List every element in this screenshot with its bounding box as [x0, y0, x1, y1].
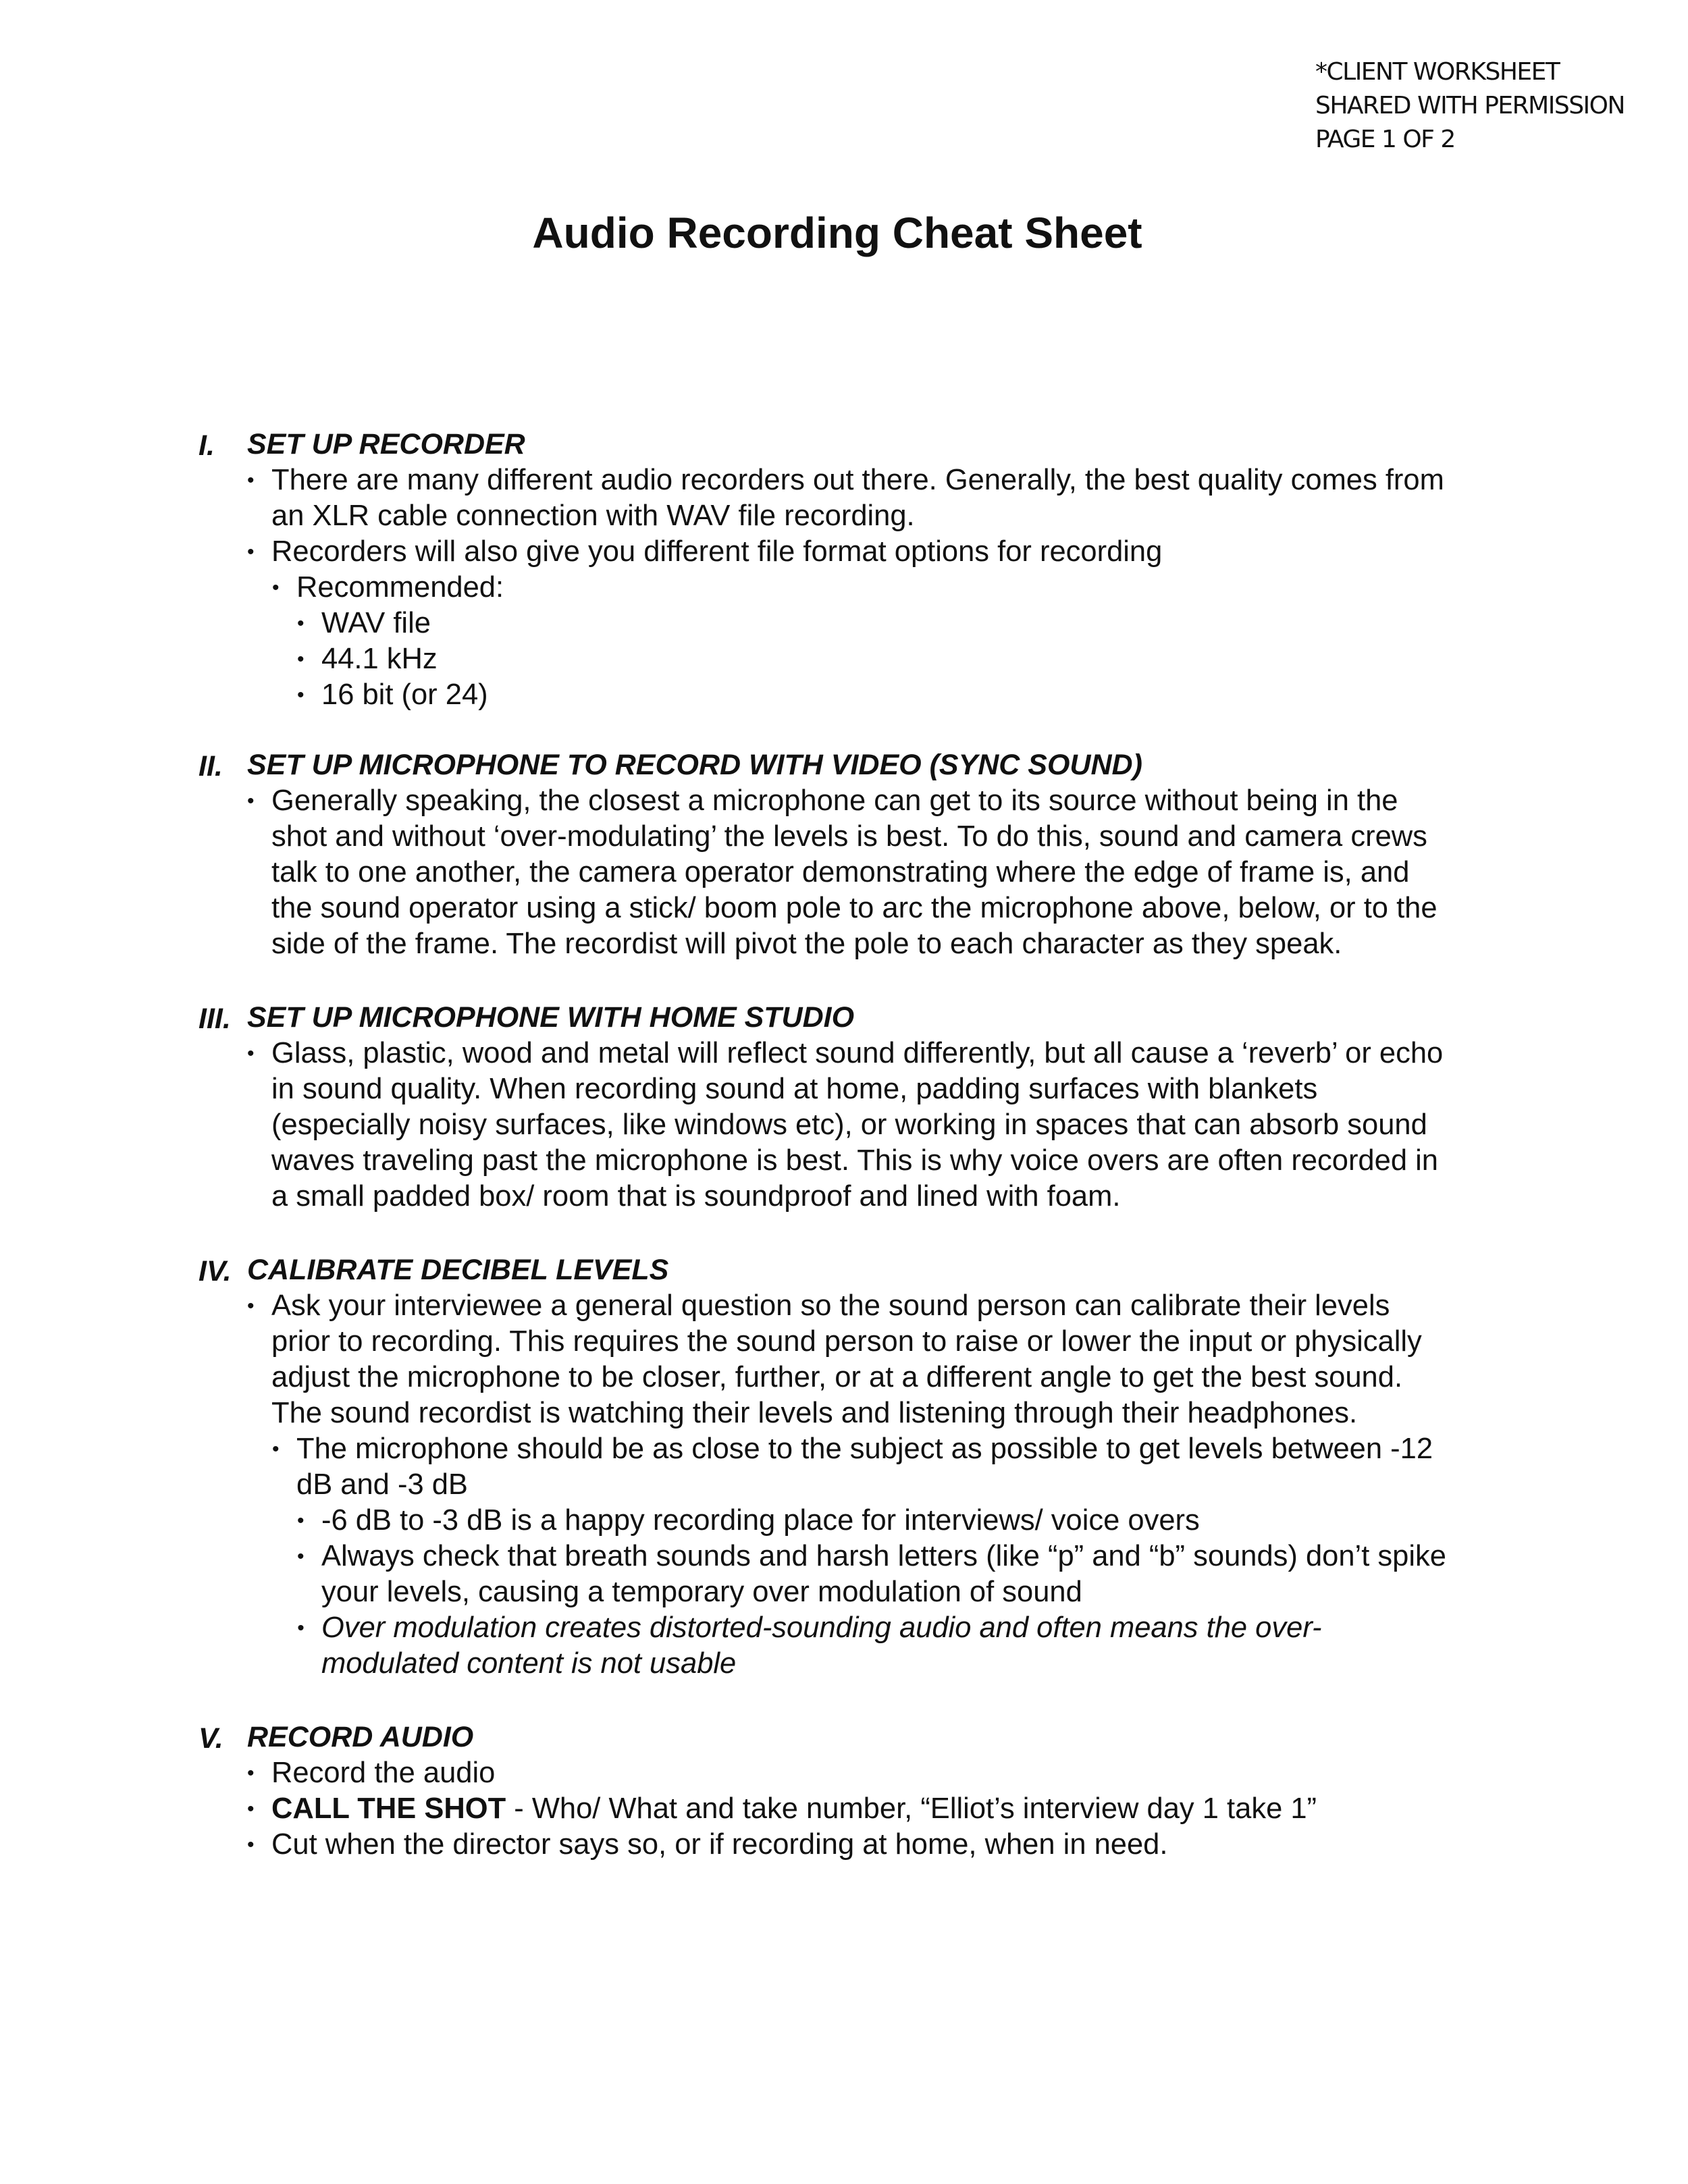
bullet-icon: •	[297, 612, 305, 635]
bullet-text	[296, 570, 1478, 606]
bullet-text	[296, 1431, 1478, 1503]
bullet-icon: •	[247, 1798, 255, 1820]
section-title: RECORD AUDIO	[247, 1721, 474, 1753]
bold-prefix: CALL THE SHOT	[271, 1792, 506, 1825]
bullet-item	[0, 1755, 1688, 1791]
bullet-text-line: The sound recordist is watching their levels and listening through their headphones.	[271, 1397, 1358, 1429]
section-heading	[0, 1252, 1688, 1288]
bullet-icon: •	[272, 577, 280, 599]
bullet-text-line: an XLR cable connection with WAV file recording.	[271, 500, 915, 532]
bullet-text	[321, 606, 1483, 641]
bullet-icon: •	[297, 648, 305, 670]
section	[0, 1000, 1688, 1215]
bullet-item	[0, 570, 1688, 606]
bullet-text-line: 44.1 kHz	[321, 643, 438, 675]
bullet-text-line: Record the audio	[271, 1757, 496, 1789]
bullet-text-line: Recorders will also give you different file format options for recording	[271, 535, 1163, 568]
bullet-item	[0, 1036, 1688, 1215]
bullet-text-line: talk to one another, the camera operator demonstrating where the edge of frame is, and	[271, 856, 1410, 888]
bullet-text	[271, 462, 1487, 534]
section	[0, 747, 1688, 962]
bullet-item	[0, 1610, 1688, 1682]
bullet-text-line: Over modulation creates distorted-sounding audio and often means the over-	[321, 1612, 1322, 1644]
section-title: SET UP MICROPHONE TO RECORD WITH VIDEO (SYNC SOUND)	[247, 749, 1142, 781]
bullet-text-line: modulated content is not usable	[321, 1647, 737, 1680]
section-number: V.	[199, 1722, 223, 1755]
section	[0, 1252, 1688, 1682]
bullet-item	[0, 1791, 1688, 1827]
bullet-text-line: Glass, plastic, wood and metal will reflect sound differently, but all cause a ‘reverb’ or echo	[271, 1037, 1444, 1069]
bullet-text-line: (especially noisy surfaces, like windows etc), or working in spaces that can absorb sound	[271, 1109, 1427, 1141]
header-note-line: PAGE 1 OF 2	[1315, 126, 1455, 153]
section	[0, 427, 1688, 713]
bullet-text	[271, 783, 1487, 962]
header-note-line: *CLIENT WORKSHEET	[1315, 58, 1560, 86]
bullet-text-line: in sound quality. When recording sound at home, padding surfaces with blankets	[271, 1073, 1318, 1105]
bullet-text-line: shot and without ‘over-modulating’ the levels is best. To do this, sound and camera crews	[271, 820, 1427, 853]
bullet-icon: •	[297, 1617, 305, 1639]
bullet-item	[0, 783, 1688, 962]
bullet-text-line: waves traveling past the microphone is best. This is why voice overs are often recorded in	[271, 1144, 1438, 1177]
bullet-text	[271, 1288, 1487, 1431]
bullet-text-line: Always check that breath sounds and harsh letters (like “p” and “b” sounds) don’t spike	[321, 1540, 1446, 1572]
bullet-icon: •	[247, 469, 255, 491]
bullet-item	[0, 641, 1688, 677]
bullet-icon: •	[247, 541, 255, 563]
section-heading	[0, 427, 1688, 462]
bullet-item	[0, 677, 1688, 713]
document-title: Audio Recording Cheat Sheet	[532, 209, 1142, 257]
bullet-item	[0, 1503, 1688, 1539]
section-title: CALIBRATE DECIBEL LEVELS	[247, 1254, 669, 1286]
bullet-icon: •	[297, 684, 305, 706]
bullet-icon: •	[297, 1545, 305, 1568]
bullet-text-line: -6 dB to -3 dB is a happy recording place for interviews/ voice overs	[321, 1504, 1200, 1537]
header-note-line: SHARED WITH PERMISSION	[1315, 92, 1625, 119]
section-heading	[0, 1000, 1688, 1036]
bullet-text	[321, 641, 1483, 677]
bullet-item	[0, 1827, 1688, 1863]
bullet-text-line: Cut when the director says so, or if recording at home, when in need.	[271, 1828, 1168, 1861]
bullet-text	[271, 1827, 1487, 1863]
bullet-text	[271, 1791, 1487, 1827]
bullet-text-line: Generally speaking, the closest a microphone can get to its source without being in the	[271, 784, 1398, 817]
bullet-text-line: dB and -3 dB	[296, 1468, 468, 1501]
bullet-text	[321, 1610, 1483, 1682]
bullet-icon: •	[272, 1438, 280, 1460]
bullet-text-line: There are many different audio recorders out there. Generally, the best quality comes from	[271, 464, 1444, 496]
bullet-text-line: prior to recording. This requires the sound person to raise or lower the input or physically	[271, 1325, 1422, 1358]
bullet-text-line: 16 bit (or 24)	[321, 678, 488, 711]
bullet-item	[0, 1288, 1688, 1431]
section	[0, 1720, 1688, 1863]
section-title: SET UP RECORDER	[247, 428, 525, 460]
worksheet-header-note	[1315, 55, 1625, 157]
bullet-item	[0, 534, 1688, 570]
section-heading	[0, 747, 1688, 783]
bullet-icon: •	[247, 1834, 255, 1856]
bullet-text	[321, 1503, 1483, 1539]
line-text: - Who/ What and take number, “Elliot’s interview day 1 take 1”	[506, 1792, 1317, 1825]
bullet-icon: •	[247, 790, 255, 812]
section-title: SET UP MICROPHONE WITH HOME STUDIO	[247, 1001, 855, 1034]
bullet-icon: •	[297, 1510, 305, 1532]
bullet-text	[321, 1539, 1483, 1610]
bullet-text-line: the sound operator using a stick/ boom pole to arc the microphone above, below, or to the	[271, 892, 1438, 924]
bullet-text-line: adjust the microphone to be closer, further, or at a different angle to get the best sound.	[271, 1361, 1403, 1393]
section-number: I.	[199, 429, 215, 462]
bullet-icon: •	[247, 1762, 255, 1784]
bullet-text-line: side of the frame. The recordist will pivot the pole to each character as they speak.	[271, 928, 1342, 960]
bullet-text-line: a small padded box/ room that is soundproof and lined with foam.	[271, 1180, 1121, 1213]
bullet-item	[0, 462, 1688, 534]
bullet-text	[271, 1755, 1487, 1791]
section-heading	[0, 1720, 1688, 1755]
bullet-text-line: WAV file	[321, 607, 431, 639]
section-number: II.	[199, 750, 223, 782]
section-number: III.	[199, 1003, 231, 1035]
bullet-item	[0, 1431, 1688, 1503]
bullet-text-line	[271, 1791, 1487, 1827]
bullet-text-line: The microphone should be as close to the subject as possible to get levels between -12	[296, 1433, 1433, 1465]
bullet-text	[321, 677, 1483, 713]
bullet-item	[0, 1539, 1688, 1610]
bullet-item	[0, 606, 1688, 641]
section-number: IV.	[199, 1255, 232, 1287]
bullet-text-line: your levels, causing a temporary over modulation of sound	[321, 1576, 1082, 1608]
bullet-text-line: Ask your interviewee a general question so the sound person can calibrate their levels	[271, 1289, 1390, 1322]
bullet-text	[271, 534, 1487, 570]
bullet-text	[271, 1036, 1487, 1215]
bullet-icon: •	[247, 1042, 255, 1065]
bullet-text-line: Recommended:	[296, 571, 504, 604]
bullet-icon: •	[247, 1295, 255, 1317]
